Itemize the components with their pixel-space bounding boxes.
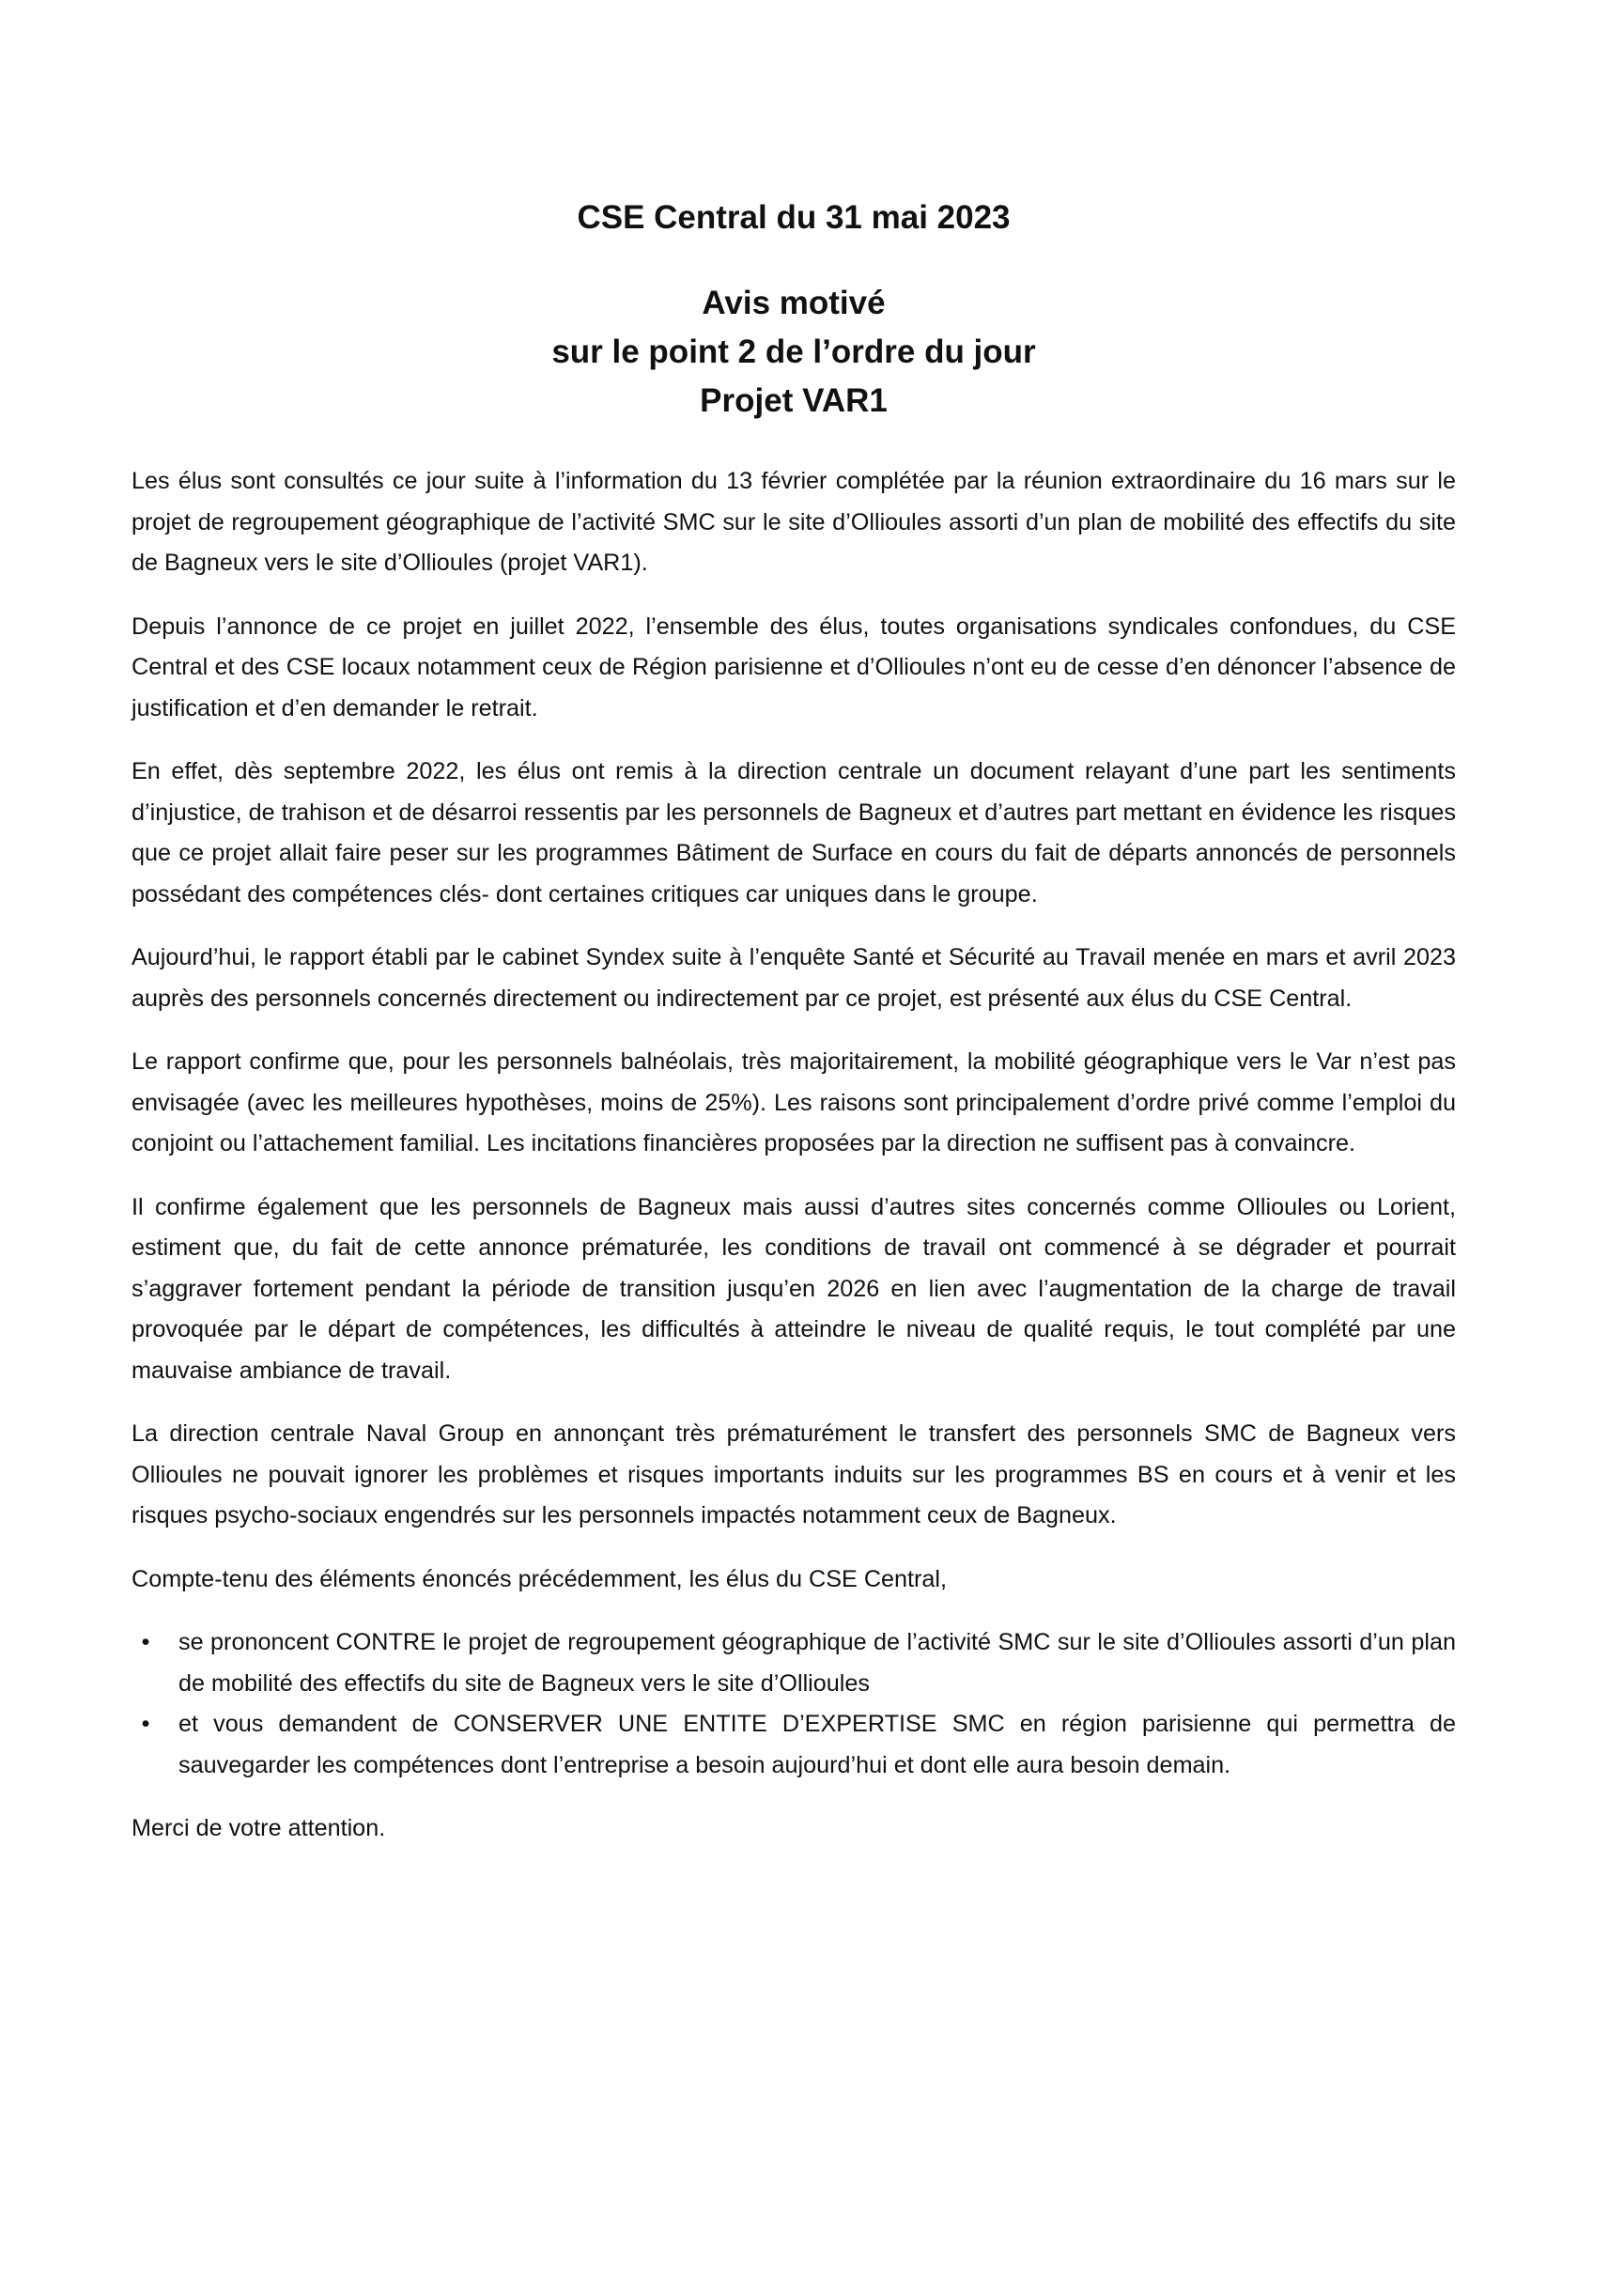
paragraph-working-conditions: Il confirme également que les personnels de Bagneux mais aussi d’autres sites concernés comme Ollioules ou Lorient, estiment que, du fait de cette annonce prématurée, les conditions de travail ont commencé à se dégrader et pourrait s’aggraver fortement pendant la période de transition jusqu’en 2026 en lien avec l’augmentation de la charge de travail provoquée par le départ de compétences, les difficultés à atteindre le niveau de qualité requis, le tout complété par une mauvaise ambiance de travail. [131,1193,1456,1384]
paragraph-direction-risks: La direction centrale Naval Group en annonçant très prématurément le transfert des personnels SMC de Bagneux vers Ollioules ne pouvait ignorer les problèmes et risques importants induits sur les programmes BS en cours et à venir et les risques psycho-sociaux engendrés sur les personnels impactés notamment ceux de Bagneux. [131,1420,1456,1528]
subtitle-block [131,279,1456,426]
paragraph-syndex-report: Aujourd’hui, le rapport établi par le cabinet Syndex suite à l’enquête Santé et Sécurité au Travail menée en mars et avril 2023 auprès des personnels concernés directement ou indirectement par ce projet, est présenté aux élus du CSE Central. [131,944,1456,1012]
subtitle-line: Projet VAR1 [700,382,888,419]
bullet-icon: • [141,1711,150,1737]
document-content [131,193,1456,1872]
list-item-text: et vous demandent de CONSERVER UNE ENTITE D’EXPERTISE SMC en région parisienne qui permettra de sauvegarder les compétences dont l’entreprise a besoin aujourd’hui et dont elle aura besoin demain. [178,1711,1456,1778]
decision-list [131,1622,1456,1786]
paragraph-conclusion-intro: Compte-tenu des éléments énoncés précédemment, les élus du CSE Central, [131,1565,948,1592]
subtitle-line: Avis motivé [702,285,886,321]
document-title: CSE Central du 31 mai 2023 [577,199,1011,236]
list-item [131,1704,1456,1786]
paragraph-announcement: Depuis l’annonce de ce projet en juillet 2022, l’ensemble des élus, toutes organisations syndicales confondues, du CSE Central et des CSE locaux notamment ceux de Région parisienne et d’Ollioules n’ont eu de cesse d’en dénoncer l’absence de justification et d’en demander le retrait. [131,613,1456,721]
paragraph-september-document: En effet, dès septembre 2022, les élus ont remis à la direction centrale un document relayant d’une part les sentiments d’injustice, de trahison et de désarroi ressentis par les personnels de Bagneux et d’autres part mettant en évidence les risques que ce projet allait faire peser sur les programmes Bâtiment de Surface en cours du fait de départs annoncés de personnels possédant des compétences clés- dont certaines critiques car uniques dans le groupe. [131,758,1456,908]
closing-line: Merci de votre attention. [131,1815,386,1841]
bullet-icon: • [141,1629,150,1655]
list-item [131,1622,1456,1704]
list-item-text: se prononcent CONTRE le projet de regroupement géographique de l’activité SMC sur le site d’Ollioules assorti d’un plan de mobilité des effectifs du site de Bagneux vers le site d’Ollioules [178,1629,1456,1697]
paragraph-report-mobility: Le rapport confirme que, pour les personnels balnéolais, très majoritairement, la mobilité géographique vers le Var n’est pas envisagée (avec les meilleures hypothèses, moins de 25%). Les raisons sont principalement d’ordre privé comme l’emploi du conjoint ou l’attachement familial. Les incitations financières proposées par la direction ne suffisent pas à convaincre. [131,1048,1456,1156]
subtitle-line: sur le point 2 de l’ordre du jour [551,334,1036,370]
paragraph-consultation: Les élus sont consultés ce jour suite à l’information du 13 février complétée par la réunion extraordinaire du 16 mars sur le projet de regroupement géographique de l’activité SMC sur le site d’Ollioules assorti d’un plan de mobilité des effectifs du site de Bagneux vers le site d’Ollioules (projet VAR1). [131,468,1456,576]
